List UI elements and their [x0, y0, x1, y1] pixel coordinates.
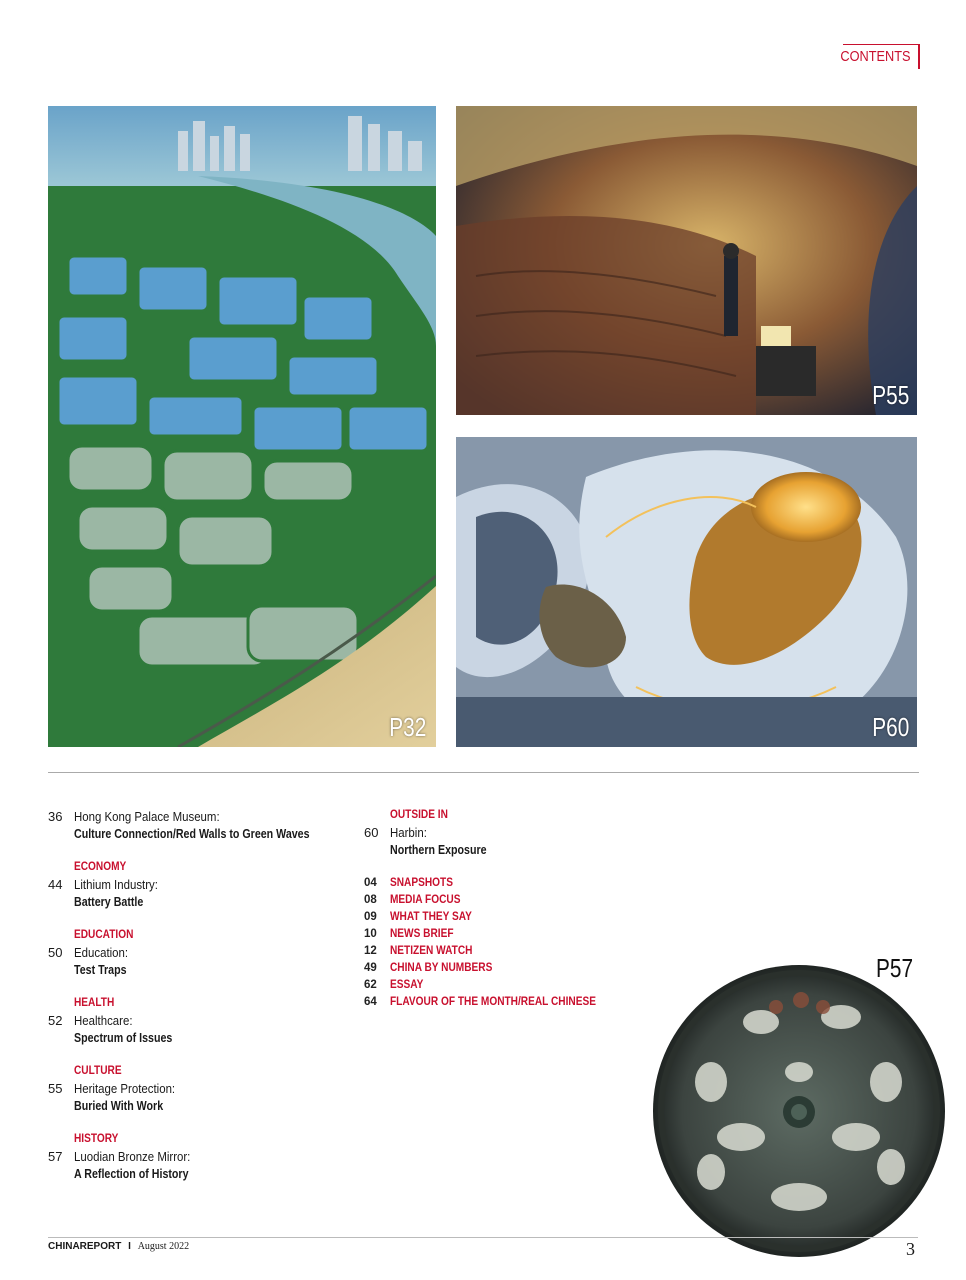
- toc-page-number: 12: [364, 945, 377, 957]
- page-number: 3: [906, 1239, 915, 1259]
- toc-title: MEDIA FOCUS: [390, 894, 461, 906]
- contents-label: CONTENTS: [839, 48, 910, 65]
- toc-title: Culture Connection/Red Walls to Green Waves: [74, 826, 310, 841]
- footer-divider: [48, 1237, 918, 1238]
- photo-page-label: P60: [871, 712, 909, 742]
- cave-carving-photo: [456, 106, 917, 415]
- toc-page-number: 52: [48, 1013, 63, 1028]
- footer-publication: [48, 1241, 189, 1252]
- toc-page-number: 62: [364, 979, 377, 991]
- toc-page-number: 64: [364, 996, 377, 1008]
- toc-title: NETIZEN WATCH: [390, 945, 473, 957]
- toc-subtitle: Hong Kong Palace Museum:: [74, 809, 220, 824]
- toc-title: Northern Exposure: [390, 842, 487, 857]
- toc-page-number: 36: [48, 809, 63, 824]
- toc-page-number: 08: [364, 894, 377, 906]
- toc-page-number: 09: [364, 911, 377, 923]
- toc-page-number: 60: [364, 825, 379, 840]
- toc-subtitle: Lithium Industry:: [74, 877, 158, 892]
- toc-title: Spectrum of Issues: [74, 1030, 173, 1045]
- toc-title: A Reflection of History: [74, 1166, 189, 1181]
- toc-subtitle: Healthcare:: [74, 1013, 133, 1028]
- toc-page-number: 44: [48, 877, 63, 892]
- mirror-page-label: P57: [876, 953, 914, 983]
- toc-title: Buried With Work: [74, 1098, 164, 1113]
- toc-page-number: 49: [364, 962, 377, 974]
- toc-subtitle: Education:: [74, 945, 129, 960]
- toc-subtitle: Harbin:: [390, 825, 427, 840]
- toc-section-heading: HISTORY: [74, 1133, 119, 1145]
- toc-title: ESSAY: [390, 979, 424, 991]
- publication-brand: CHINAREPORT: [48, 1241, 122, 1252]
- toc-section-heading: OUTSIDE IN: [390, 809, 448, 821]
- photo-page-label: P55: [871, 380, 909, 410]
- toc-title: FLAVOUR OF THE MONTH/REAL CHINESE: [390, 996, 596, 1008]
- contents-header: [839, 44, 920, 69]
- toc-page-number: 50: [48, 945, 63, 960]
- toc-section-heading: CULTURE: [74, 1065, 122, 1077]
- photo-page-label: P32: [388, 712, 426, 742]
- wetland-photo: [48, 106, 436, 747]
- toc-section-heading: ECONOMY: [74, 861, 127, 873]
- divider: [48, 772, 919, 773]
- toc-title: SNAPSHOTS: [390, 877, 453, 889]
- issue-date: August 2022: [137, 1241, 190, 1252]
- toc-page-number: 57: [48, 1149, 63, 1164]
- toc-title: CHINA BY NUMBERS: [390, 962, 493, 974]
- toc-page-number: 55: [48, 1081, 63, 1096]
- toc-subtitle: Luodian Bronze Mirror:: [74, 1149, 191, 1164]
- toc-title: Battery Battle: [74, 894, 144, 909]
- architecture-photo: [456, 437, 917, 747]
- toc-section-heading: HEALTH: [74, 997, 115, 1009]
- toc-subtitle: Heritage Protection:: [74, 1081, 176, 1096]
- toc-title: WHAT THEY SAY: [390, 911, 472, 923]
- toc-title: NEWS BRIEF: [390, 928, 454, 940]
- toc-page-number: 10: [364, 928, 377, 940]
- toc-page-number: 04: [364, 877, 377, 889]
- footer-separator: I: [128, 1241, 131, 1252]
- toc-title: Test Traps: [74, 962, 127, 977]
- bronze-mirror-photo: [651, 962, 947, 1260]
- toc-section-heading: EDUCATION: [74, 929, 134, 941]
